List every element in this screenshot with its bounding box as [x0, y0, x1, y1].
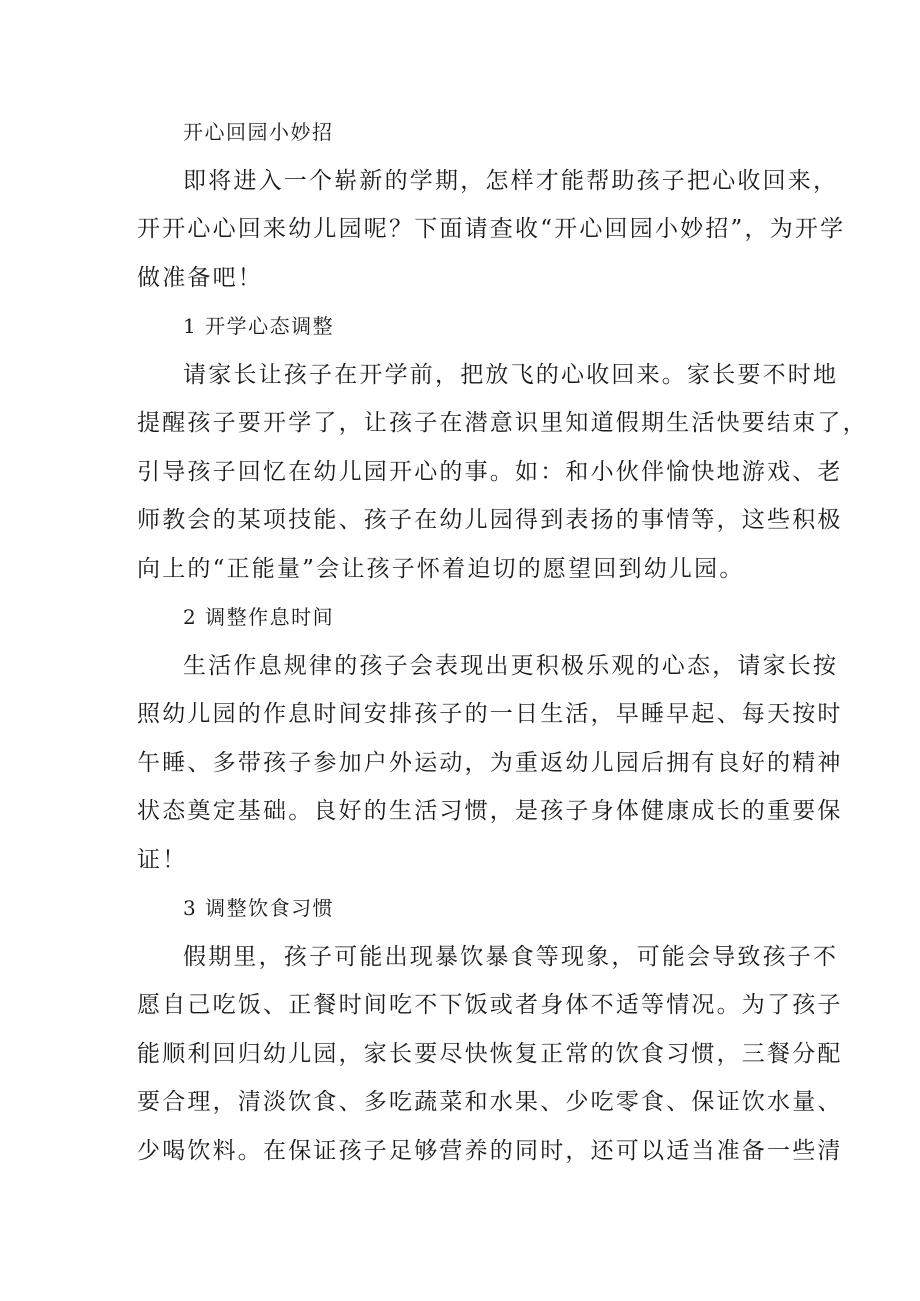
paragraph-line: 假期里，孩子可能出现暴饮暴食等现象，可能会导致孩子不: [183, 943, 839, 970]
section-paragraph-1: [137, 351, 868, 594]
paragraph-line: 向上的“正能量”会让孩子怀着迫切的愿望回到幼儿园。: [137, 555, 745, 582]
paragraph-line: 师教会的某项技能、孩子在幼儿园得到表扬的事情等，这些积极: [137, 507, 843, 533]
paragraph-line: 照幼儿园的作息时间安排孩子的一日生活，早睡早起、每天按时: [137, 701, 843, 727]
section-heading-2: 2 调整作息时间: [183, 605, 335, 629]
paragraph-line: 证！: [137, 846, 188, 873]
paragraph-line: 少喝饮料。在保证孩子足够营养的同时，还可以适当准备一些清: [137, 1137, 843, 1164]
paragraph-line: 要合理，清淡饮食、多吃蔬菜和水果、少吃零食、保证饮水量、: [137, 1089, 843, 1115]
paragraph-line: 午睡、多带孩子参加户外运动，为重返幼儿园后拥有良好的精神: [137, 749, 843, 776]
section-paragraph-2: [137, 642, 843, 885]
paragraph-line: 引导孩子回忆在幼儿园开心的事。如：和小伙伴愉快地游戏、老: [137, 458, 843, 485]
section-heading-3: 3 调整饮食习惯: [183, 896, 335, 920]
section-heading-1: 1 开学心态调整: [183, 314, 335, 338]
paragraph-line: 即将进入一个崭新的学期，怎样才能帮助孩子把心收回来，: [183, 167, 839, 194]
paragraph-line: 请家长让孩子在开学前，把放飞的心收回来。家长要不时地: [183, 361, 839, 388]
paragraph-line: 愿自己吃饭、正餐时间吃不下饭或者身体不适等情况。为了孩子: [137, 992, 843, 1018]
intro-paragraph: [137, 157, 846, 303]
document-body: [137, 108, 868, 1175]
paragraph-line: 提醒孩子要开学了，让孩子在潜意识里知道假期生活快要结束了，: [137, 410, 868, 436]
paragraph-line: 状态奠定基础。良好的生活习惯，是孩子身体健康成长的重要保: [137, 798, 843, 824]
document-title: 开心回园小妙招: [183, 120, 334, 144]
paragraph-line: 生活作息规律的孩子会表现出更积极乐观的心态，请家长按: [183, 652, 839, 679]
section-paragraph-3: [137, 933, 843, 1176]
paragraph-line: 开开心心回来幼儿园呢？下面请查收“开心回园小妙招”，为开学: [137, 216, 846, 242]
paragraph-line: 能顺利回归幼儿园，家长要尽快恢复正常的饮食习惯，三餐分配: [137, 1040, 843, 1067]
paragraph-line: 做准备吧！: [137, 264, 263, 291]
